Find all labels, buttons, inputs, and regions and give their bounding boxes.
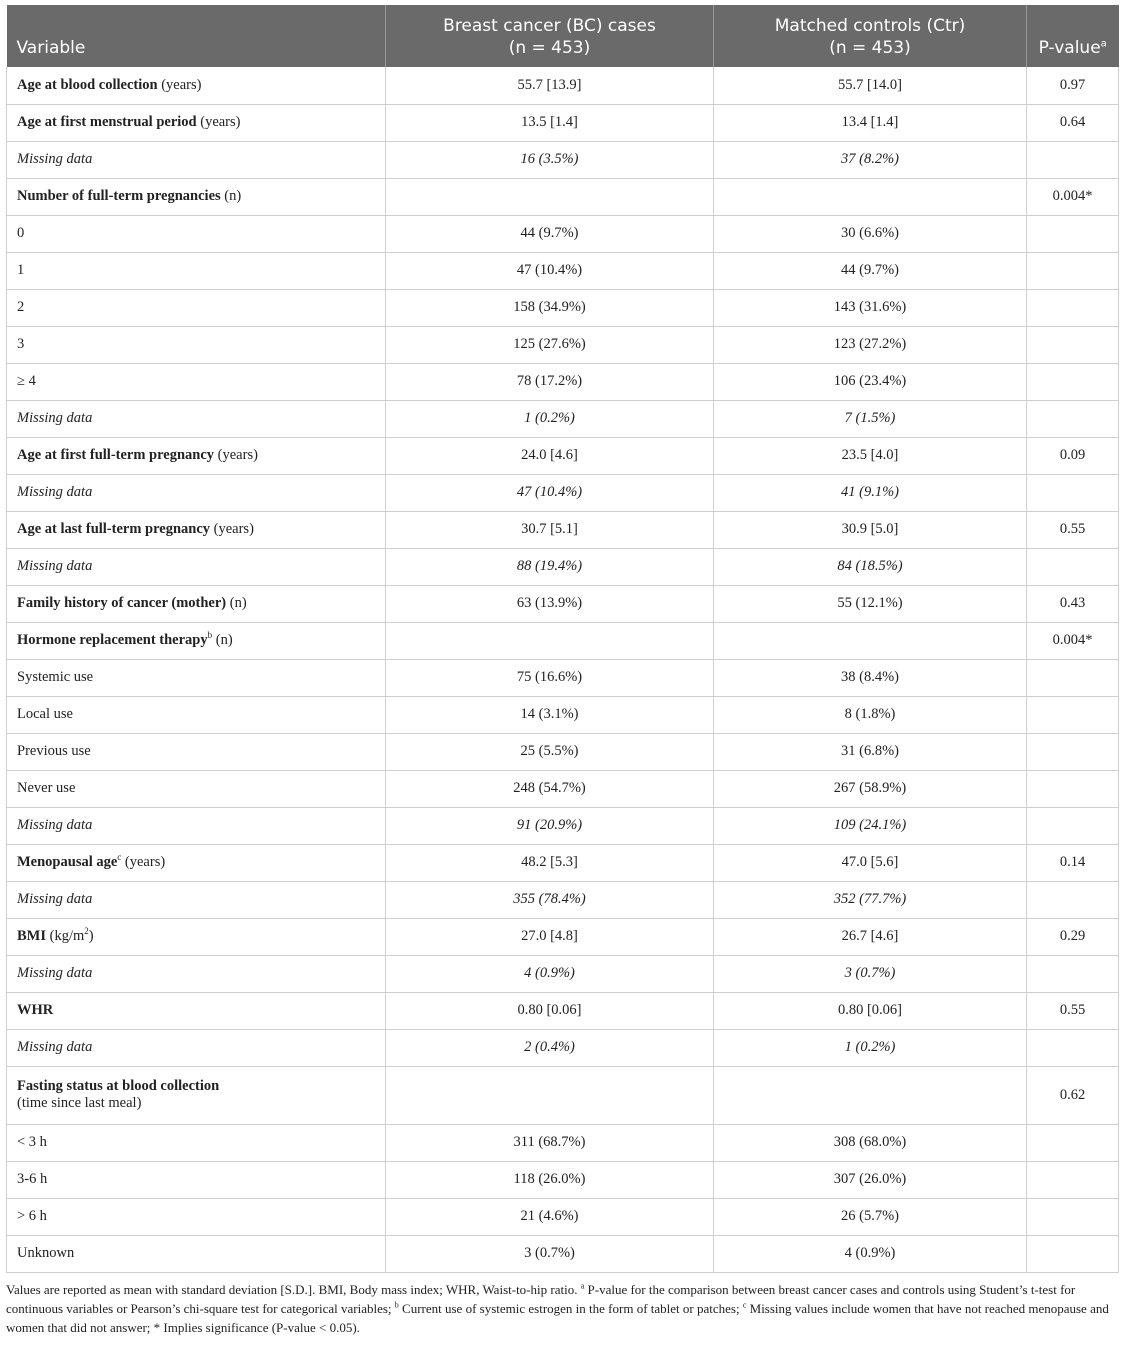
variable-subtitle: (time since last meal) (17, 1095, 142, 1111)
p-value-cell (1027, 1029, 1119, 1066)
variable-label: 2 (17, 299, 25, 315)
header-p-value (1027, 5, 1119, 67)
table-row (7, 733, 1119, 770)
table-row (7, 141, 1119, 178)
bc-cases-cell: 13.5 [1.4] (386, 104, 714, 141)
variable-label: 3 (17, 336, 25, 352)
p-value-cell: 0.64 (1027, 104, 1119, 141)
p-value-cell (1027, 807, 1119, 844)
controls-cell: 7 (1.5%) (714, 400, 1027, 437)
variable-cell (7, 511, 386, 548)
bc-cases-cell: 48.2 [5.3] (386, 844, 714, 881)
controls-cell: 26.7 [4.6] (714, 918, 1027, 955)
variable-unit: (years) (121, 854, 166, 870)
p-value-cell (1027, 548, 1119, 585)
variable-name: WHR (17, 1002, 54, 1018)
table-container (6, 5, 1118, 1273)
variable-cell (7, 1066, 386, 1124)
p-value-cell (1027, 215, 1119, 252)
bc-cases-cell: 47 (10.4%) (386, 252, 714, 289)
table-row (7, 1124, 1119, 1161)
table-row (7, 1235, 1119, 1272)
unit-exponent: 2 (84, 926, 89, 937)
variable-cell (7, 363, 386, 400)
variable-name: Family history of cancer (mother) (17, 595, 227, 611)
table-row (7, 770, 1119, 807)
variable-cell (7, 1161, 386, 1198)
bc-cases-cell (386, 1066, 714, 1124)
variable-cell (7, 67, 386, 104)
variable-unit: (n) (212, 632, 233, 648)
variable-label: Missing data (17, 965, 93, 981)
note-sup-c: c (742, 1300, 747, 1310)
controls-cell: 37 (8.2%) (714, 141, 1027, 178)
p-value-cell (1027, 363, 1119, 400)
bc-cases-cell: 118 (26.0%) (386, 1161, 714, 1198)
variable-cell (7, 437, 386, 474)
variable-name: Hormone replacement therapy (17, 632, 208, 648)
controls-cell: 55 (12.1%) (714, 585, 1027, 622)
controls-cell: 31 (6.8%) (714, 733, 1027, 770)
bc-cases-cell: 47 (10.4%) (386, 474, 714, 511)
variable-cell (7, 918, 386, 955)
bc-cases-cell: 44 (9.7%) (386, 215, 714, 252)
bc-cases-cell: 0.80 [0.06] (386, 992, 714, 1029)
controls-cell: 3 (0.7%) (714, 955, 1027, 992)
note-part4: Missing values include women that have not reached menopause and women that did not answer; * Implies significance (P-value < 0.05). (6, 1301, 1109, 1335)
variable-unit-end: ) (88, 928, 94, 944)
p-value-cell: 0.55 (1027, 992, 1119, 1029)
p-value-cell (1027, 770, 1119, 807)
bc-cases-cell: 158 (34.9%) (386, 289, 714, 326)
table-row (7, 215, 1119, 252)
variable-cell (7, 104, 386, 141)
variable-cell (7, 326, 386, 363)
bc-cases-cell: 24.0 [4.6] (386, 437, 714, 474)
variable-cell (7, 1198, 386, 1235)
bc-cases-cell: 78 (17.2%) (386, 363, 714, 400)
bc-cases-cell: 75 (16.6%) (386, 659, 714, 696)
p-value-cell (1027, 400, 1119, 437)
bc-cases-cell (386, 622, 714, 659)
variable-cell (7, 215, 386, 252)
variable-label: Missing data (17, 410, 93, 426)
bc-cases-cell (386, 178, 714, 215)
p-value-cell: 0.29 (1027, 918, 1119, 955)
variable-label: Missing data (17, 151, 93, 167)
variable-name: Number of full-term pregnancies (17, 188, 221, 204)
variable-label: ≥ 4 (17, 373, 36, 389)
controls-cell: 41 (9.1%) (714, 474, 1027, 511)
variable-cell (7, 770, 386, 807)
header-bc-cases (386, 5, 714, 67)
variable-name: Age at first full-term pregnancy (17, 447, 215, 463)
p-value-cell: 0.97 (1027, 67, 1119, 104)
variable-cell (7, 622, 386, 659)
table-row (7, 548, 1119, 585)
controls-cell: 38 (8.4%) (714, 659, 1027, 696)
variable-label: Never use (17, 780, 76, 796)
table-row (7, 622, 1119, 659)
controls-cell: 84 (18.5%) (714, 548, 1027, 585)
variable-cell (7, 585, 386, 622)
p-value-cell (1027, 1124, 1119, 1161)
note-sup-a: a (580, 1281, 585, 1291)
variable-unit: (n) (226, 595, 247, 611)
table-row (7, 1066, 1119, 1124)
variable-label: 3-6 h (17, 1171, 48, 1187)
controls-cell (714, 1066, 1027, 1124)
bc-cases-cell: 1 (0.2%) (386, 400, 714, 437)
controls-cell: 123 (27.2%) (714, 326, 1027, 363)
table-row (7, 178, 1119, 215)
note-part3: Current use of systemic estrogen in the form of tablet or patches; (398, 1301, 743, 1316)
variable-label: 1 (17, 262, 25, 278)
controls-cell: 13.4 [1.4] (714, 104, 1027, 141)
variable-cell (7, 807, 386, 844)
controls-cell: 307 (26.0%) (714, 1161, 1027, 1198)
table-row (7, 67, 1119, 104)
table-body (7, 67, 1119, 1272)
bc-cases-cell: 30.7 [5.1] (386, 511, 714, 548)
p-value-cell (1027, 955, 1119, 992)
variable-unit: (years) (214, 447, 258, 463)
p-value-cell (1027, 1235, 1119, 1272)
note-sup-b: b (394, 1300, 399, 1310)
variable-cell (7, 1235, 386, 1272)
header-p-label: P-value (1038, 38, 1101, 58)
table-footnote (6, 1280, 1118, 1337)
variable-cell (7, 252, 386, 289)
variable-cell (7, 474, 386, 511)
variable-cell (7, 1029, 386, 1066)
variable-label: Missing data (17, 484, 93, 500)
characteristics-table (6, 5, 1119, 1273)
bc-cases-cell: 25 (5.5%) (386, 733, 714, 770)
controls-cell: 30.9 [5.0] (714, 511, 1027, 548)
variable-cell (7, 400, 386, 437)
header-ctr-line1: Matched controls (Ctr) (774, 16, 966, 36)
p-value-cell: 0.004* (1027, 622, 1119, 659)
table-row (7, 955, 1119, 992)
p-value-cell (1027, 252, 1119, 289)
controls-cell: 1 (0.2%) (714, 1029, 1027, 1066)
controls-cell: 55.7 [14.0] (714, 67, 1027, 104)
variable-label: Previous use (17, 743, 91, 759)
variable-name: Age at first menstrual period (17, 114, 197, 130)
variable-cell (7, 548, 386, 585)
controls-cell: 109 (24.1%) (714, 807, 1027, 844)
variable-name: Age at last full-term pregnancy (17, 521, 211, 537)
header-controls (714, 5, 1027, 67)
variable-label: Systemic use (17, 669, 94, 685)
bc-cases-cell: 2 (0.4%) (386, 1029, 714, 1066)
table-row (7, 400, 1119, 437)
controls-cell: 143 (31.6%) (714, 289, 1027, 326)
variable-label: > 6 h (17, 1208, 47, 1224)
variable-name: Age at blood collection (17, 76, 158, 93)
table-row (7, 992, 1119, 1029)
controls-cell: 23.5 [4.0] (714, 437, 1027, 474)
controls-cell: 26 (5.7%) (714, 1198, 1027, 1235)
variable-unit: (years) (157, 76, 202, 93)
table-row (7, 918, 1119, 955)
p-value-cell (1027, 289, 1119, 326)
p-value-cell: 0.62 (1027, 1066, 1119, 1124)
p-value-cell (1027, 1161, 1119, 1198)
header-p-sup: a (1100, 38, 1107, 50)
note-part1: Values are reported as mean with standard deviation [S.D.]. BMI, Body mass index; WHR, Waist-to-hip ratio. (6, 1282, 581, 1297)
table-row (7, 585, 1119, 622)
variable-label: Missing data (17, 891, 93, 907)
p-value-cell: 0.09 (1027, 437, 1119, 474)
variable-unit: (kg/m (46, 928, 85, 944)
bc-cases-cell: 16 (3.5%) (386, 141, 714, 178)
variable-cell (7, 178, 386, 215)
variable-cell (7, 992, 386, 1029)
table-row (7, 696, 1119, 733)
bc-cases-cell: 248 (54.7%) (386, 770, 714, 807)
p-value-cell (1027, 1198, 1119, 1235)
variable-label: Missing data (17, 1039, 93, 1055)
bc-cases-cell: 21 (4.6%) (386, 1198, 714, 1235)
table-row (7, 659, 1119, 696)
variable-cell (7, 1124, 386, 1161)
header-bc-line1: Breast cancer (BC) cases (443, 16, 656, 36)
variable-label: Local use (17, 706, 73, 722)
table-row (7, 363, 1119, 400)
variable-cell (7, 141, 386, 178)
p-value-cell (1027, 696, 1119, 733)
p-value-cell: 0.004* (1027, 178, 1119, 215)
p-value-cell (1027, 733, 1119, 770)
variable-cell (7, 881, 386, 918)
variable-cell (7, 844, 386, 881)
variable-unit: (years) (210, 521, 254, 537)
variable-footnote-mark: b (207, 630, 213, 641)
variable-cell (7, 733, 386, 770)
table-row (7, 437, 1119, 474)
variable-cell (7, 289, 386, 326)
controls-cell: 106 (23.4%) (714, 363, 1027, 400)
table-row (7, 104, 1119, 141)
bc-cases-cell: 3 (0.7%) (386, 1235, 714, 1272)
variable-label: Missing data (17, 817, 93, 833)
table-row (7, 881, 1119, 918)
controls-cell: 308 (68.0%) (714, 1124, 1027, 1161)
p-value-cell (1027, 659, 1119, 696)
controls-cell: 44 (9.7%) (714, 252, 1027, 289)
table-row (7, 474, 1119, 511)
bc-cases-cell: 63 (13.9%) (386, 585, 714, 622)
controls-cell: 267 (58.9%) (714, 770, 1027, 807)
variable-name: Menopausal age (17, 854, 118, 870)
bc-cases-cell: 355 (78.4%) (386, 881, 714, 918)
table-row (7, 326, 1119, 363)
p-value-cell (1027, 326, 1119, 363)
table-row (7, 807, 1119, 844)
bc-cases-cell: 14 (3.1%) (386, 696, 714, 733)
controls-cell: 4 (0.9%) (714, 1235, 1027, 1272)
bc-cases-cell: 4 (0.9%) (386, 955, 714, 992)
bc-cases-cell: 91 (20.9%) (386, 807, 714, 844)
variable-name: Fasting status at blood collection (17, 1078, 220, 1094)
controls-cell (714, 178, 1027, 215)
controls-cell: 30 (6.6%) (714, 215, 1027, 252)
variable-footnote-mark: c (117, 852, 122, 863)
header-ctr-line2: (n = 453) (829, 38, 911, 58)
variable-cell (7, 659, 386, 696)
variable-unit: (n) (220, 188, 242, 204)
variable-label: Missing data (17, 558, 93, 574)
bc-cases-cell: 311 (68.7%) (386, 1124, 714, 1161)
variable-name: BMI (17, 928, 46, 944)
header-bc-line2: (n = 453) (508, 38, 591, 58)
p-value-cell (1027, 881, 1119, 918)
variable-unit: (years) (196, 114, 241, 130)
table-row (7, 511, 1119, 548)
controls-cell: 8 (1.8%) (714, 696, 1027, 733)
variable-cell (7, 696, 386, 733)
bc-cases-cell: 88 (19.4%) (386, 548, 714, 585)
table-row (7, 289, 1119, 326)
p-value-cell: 0.14 (1027, 844, 1119, 881)
bc-cases-cell: 55.7 [13.9] (386, 67, 714, 104)
note-part2: P-value for the comparison between breast cancer cases and controls using Student’s t-test for continuous variables or Pearson’s chi-square test for categorical variables; (6, 1282, 1076, 1316)
p-value-cell: 0.55 (1027, 511, 1119, 548)
variable-cell (7, 955, 386, 992)
header-variable: Variable (7, 5, 386, 67)
table-row (7, 1161, 1119, 1198)
table-row (7, 252, 1119, 289)
p-value-cell (1027, 141, 1119, 178)
table-row (7, 844, 1119, 881)
controls-cell: 0.80 [0.06] (714, 992, 1027, 1029)
controls-cell: 47.0 [5.6] (714, 844, 1027, 881)
controls-cell: 352 (77.7%) (714, 881, 1027, 918)
variable-label: < 3 h (17, 1134, 47, 1150)
table-row (7, 1029, 1119, 1066)
controls-cell (714, 622, 1027, 659)
p-value-cell: 0.43 (1027, 585, 1119, 622)
table-row (7, 1198, 1119, 1235)
variable-label: 0 (17, 225, 25, 241)
bc-cases-cell: 27.0 [4.8] (386, 918, 714, 955)
p-value-cell (1027, 474, 1119, 511)
table-header (7, 5, 1119, 67)
bc-cases-cell: 125 (27.6%) (386, 326, 714, 363)
variable-label: Unknown (17, 1245, 75, 1261)
